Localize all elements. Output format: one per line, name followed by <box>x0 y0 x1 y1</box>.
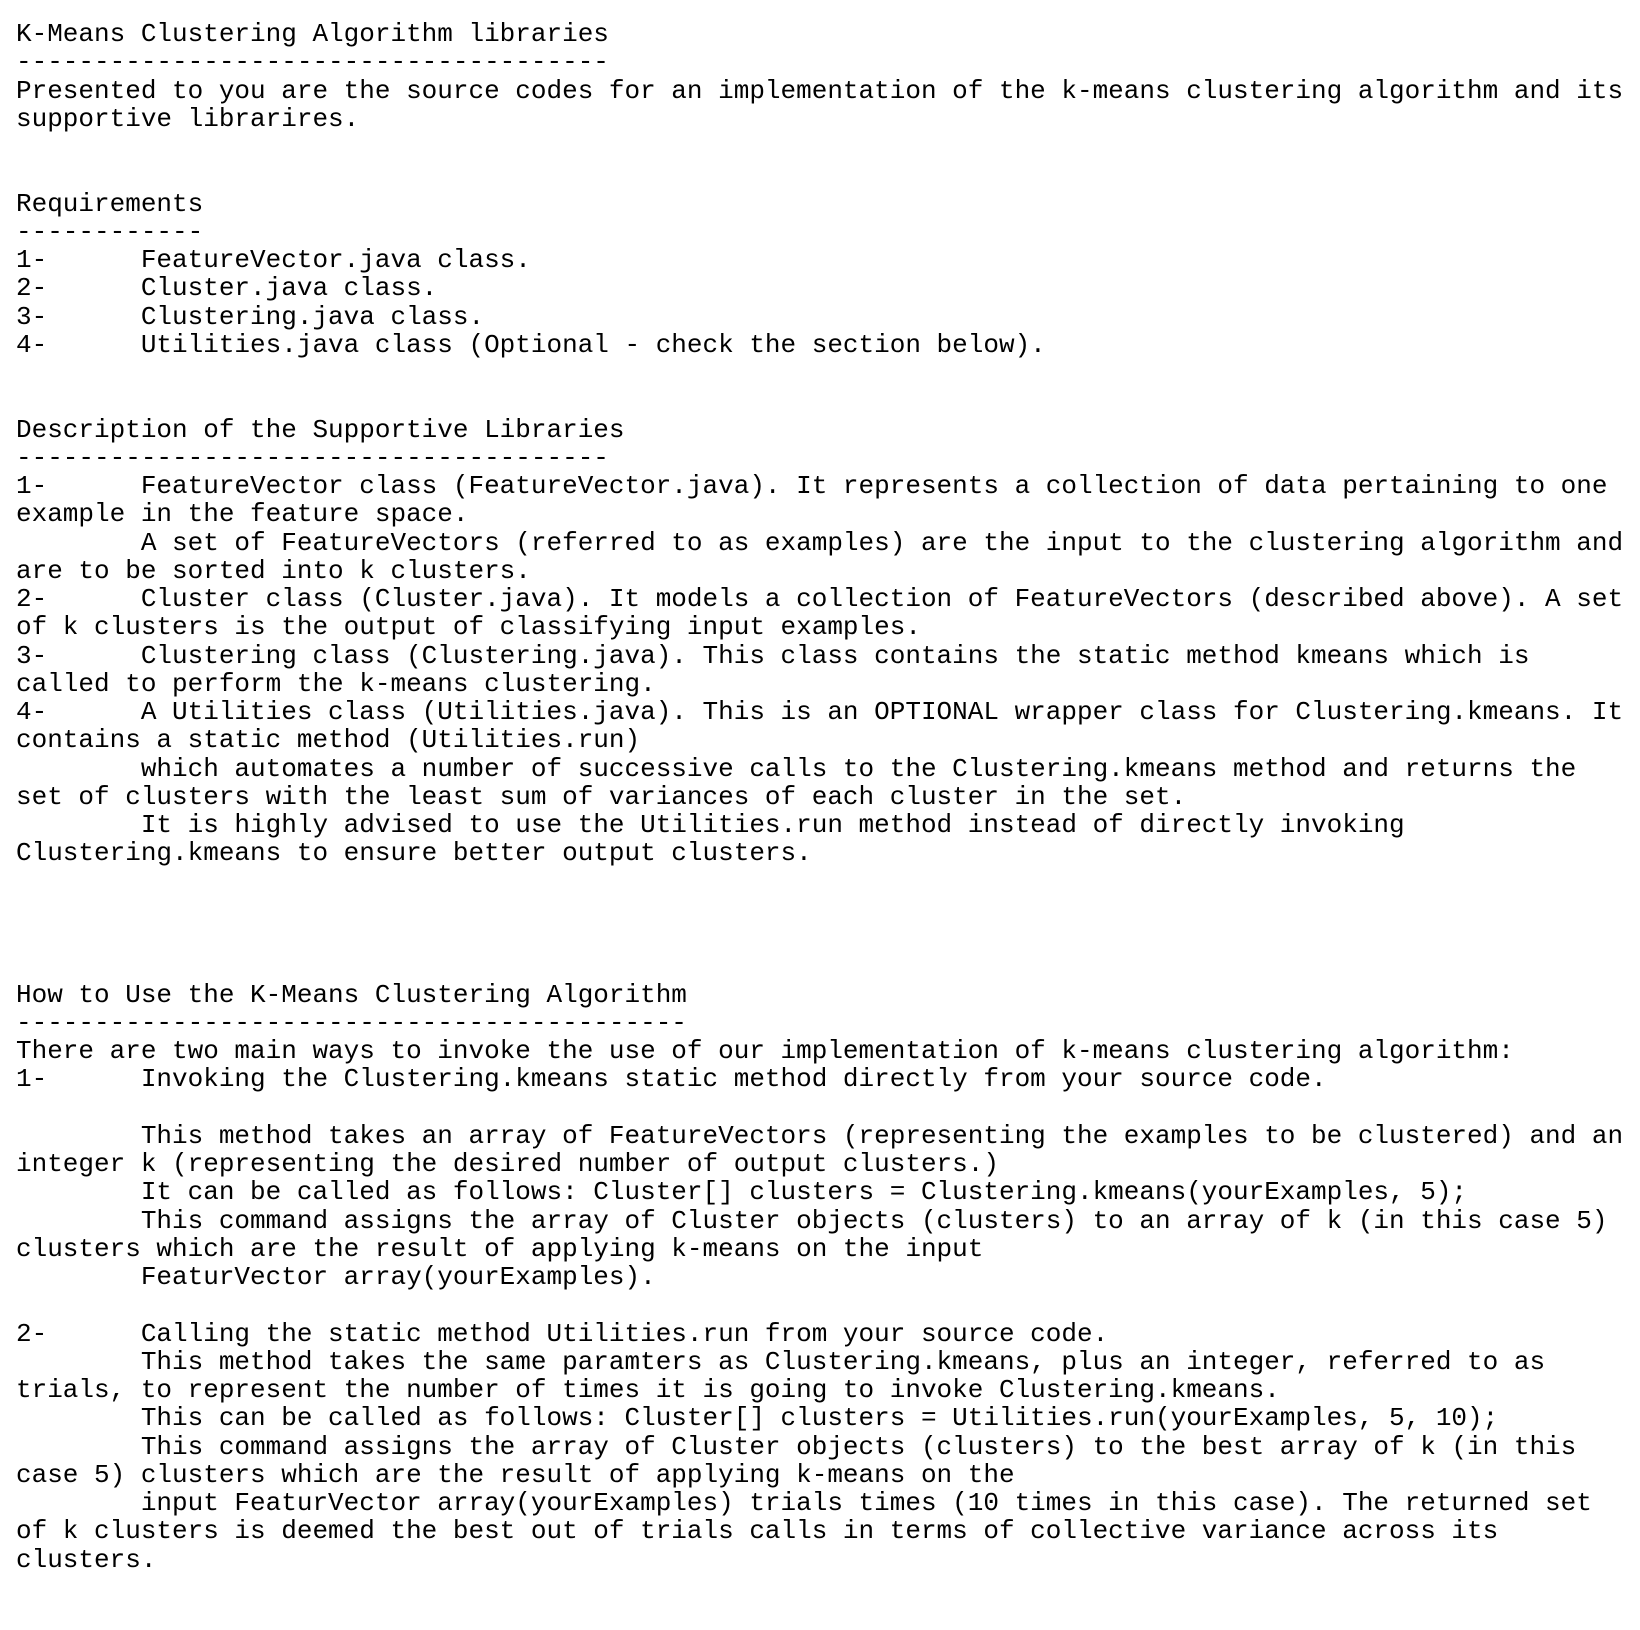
text-line: 1- Invoking the Clustering.kmeans static method directly from your source code. <box>16 1064 1327 1095</box>
text-line: of k clusters is the output of classifying input examples. <box>16 612 921 643</box>
text-line: contains a static method (Utilities.run) <box>16 725 641 756</box>
text-line: K-Means Clustering Algorithm libraries <box>16 19 609 49</box>
text-line: input FeaturVector array(yourExamples) trials times (10 times in this case). The returned set <box>16 1488 1592 1518</box>
text-line <box>16 896 1636 924</box>
text-line: There are two main ways to invoke the use of our implementation of k-means clustering algorithm: <box>16 1036 1514 1066</box>
text-line: ------------ <box>16 216 204 247</box>
text-line: This command assigns the array of Cluster objects (clusters) to an array of k (in this case 5) <box>16 1205 1608 1236</box>
text-line: 4- Utilities.java class (Optional - check the section below). <box>16 329 1046 360</box>
text-line: 2- Cluster class (Cluster.java). It models a collection of FeatureVectors (described above). A set <box>16 584 1624 614</box>
text-line: are to be sorted into k clusters. <box>16 555 531 586</box>
readme-document <box>16 20 1636 1574</box>
text-line: A set of FeatureVectors (referred to as examples) are the input to the clustering algorithm and <box>16 527 1624 558</box>
text-line: 3- Clustering.java class. <box>16 301 485 332</box>
text-line: of k clusters is deemed the best out of trials calls in terms of collective variance across its <box>16 1516 1499 1547</box>
text-line: 2- Cluster.java class. <box>16 273 438 304</box>
text-line: Description of the Supportive Libraries <box>16 414 625 445</box>
text-line: Requirements <box>16 188 204 219</box>
text-line: This method takes an array of FeatureVectors (representing the examples to be clustered) and an <box>16 1120 1624 1151</box>
text-line: case 5) clusters which are the result of applying k-means on the <box>16 1459 1015 1490</box>
text-line: This method takes the same paramters as Clustering.kmeans, plus an integer, referred to as <box>16 1346 1546 1377</box>
text-line: 1- FeatureVector class (FeatureVector.java). It represents a collection of data pertaining to one <box>16 471 1608 501</box>
text-line: FeaturVector array(yourExamples). <box>16 1262 656 1292</box>
text-line <box>16 1094 1636 1122</box>
text-line: This command assigns the array of Cluster objects (clusters) to the best array of k (in this <box>16 1431 1577 1462</box>
text-line <box>16 952 1636 980</box>
text-line <box>16 161 1636 189</box>
text-line: Clustering.kmeans to ensure better output clusters. <box>16 838 812 869</box>
text-line: Presented to you are the source codes for an implementation of the k-means clustering algorithm and its <box>16 75 1624 106</box>
text-line: set of clusters with the least sum of variances of each cluster in the set. <box>16 781 1187 812</box>
text-line: integer k (representing the desired number of output clusters.) <box>16 1149 999 1179</box>
text-line: ------------------------------------------- <box>16 1007 687 1038</box>
text-line: clusters which are the result of applying k-means on the input <box>16 1233 984 1264</box>
text-line: 2- Calling the static method Utilities.run from your source code. <box>16 1318 1109 1349</box>
text-line: trials, to represent the number of times it is going to invoke Clustering.kmeans. <box>16 1375 1280 1405</box>
text-line: It can be called as follows: Cluster[] clusters = Clustering.kmeans(yourExamples, 5); <box>16 1177 1468 1208</box>
text-line: example in the feature space. <box>16 499 469 530</box>
text-line: 3- Clustering class (Clustering.java). This class contains the static method kmeans which is <box>16 640 1530 671</box>
text-line: How to Use the K-Means Clustering Algorithm <box>16 979 687 1010</box>
text-line <box>16 924 1636 952</box>
text-line: called to perform the k-means clustering. <box>16 668 656 699</box>
text-line <box>16 133 1636 161</box>
text-line <box>16 387 1636 415</box>
text-line <box>16 1291 1636 1319</box>
text-line: supportive librarires. <box>16 103 360 134</box>
text-line: 4- A Utilities class (Utilities.java). This is an OPTIONAL wrapper class for Clustering.kmeans. It <box>16 697 1624 727</box>
text-line: which automates a number of successive calls to the Clustering.kmeans method and returns the <box>16 753 1577 784</box>
text-line: -------------------------------------- <box>16 47 609 78</box>
text-line <box>16 359 1636 387</box>
text-line: 1- FeatureVector.java class. <box>16 245 531 275</box>
text-line: It is highly advised to use the Utilities.run method instead of directly invoking <box>16 810 1405 840</box>
text-line: This can be called as follows: Cluster[] clusters = Utilities.run(yourExamples, 5, 10); <box>16 1403 1499 1434</box>
text-line: -------------------------------------- <box>16 442 609 473</box>
text-line: clusters. <box>16 1544 157 1575</box>
text-line <box>16 868 1636 896</box>
